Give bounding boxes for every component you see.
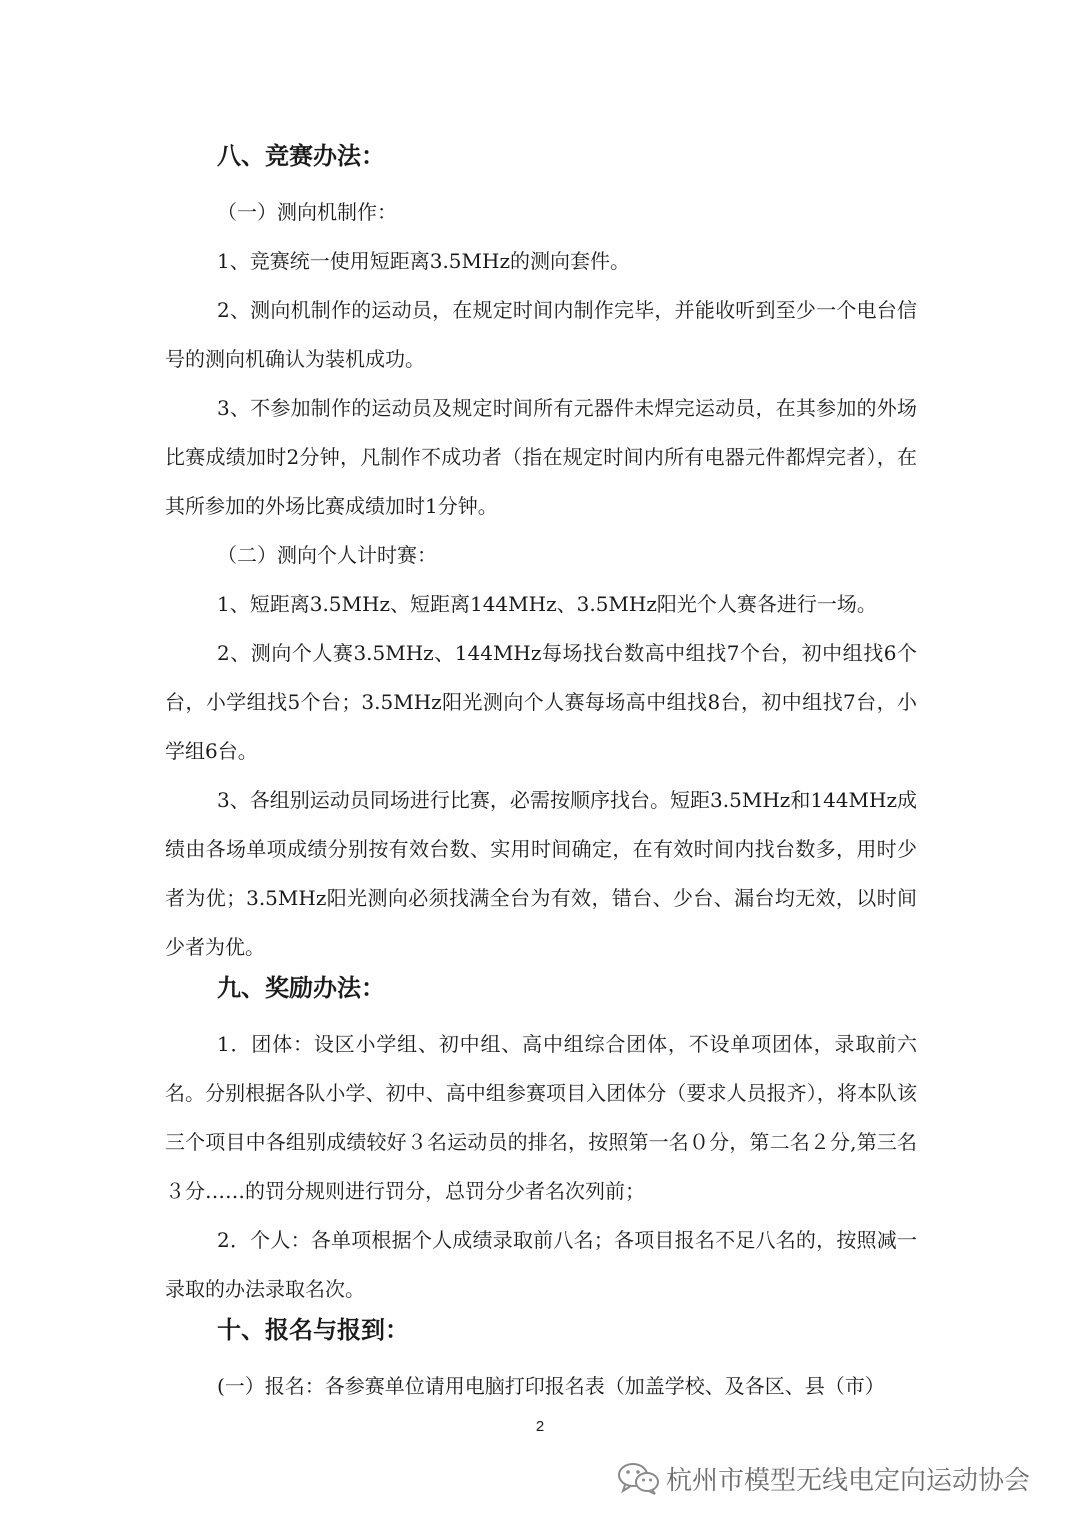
paragraph: 1．团体：设区小学组、初中组、高中组综合团体，不设单项团体，录取前六名。分别根据各队小学、初中、高中组参赛项目入团体分（要求人员报齐），将本队该三个项目中各组别成绩较好３名运动员的排名，按照第一名０分，第二名２分,第三名３分……的罚分规则进行罚分，总罚分少者名次列前； — [165, 1032, 917, 1203]
watermark-text: 杭州市模型无线电定向运动协会 — [666, 1465, 1031, 1496]
wechat-icon — [616, 1461, 660, 1495]
section-heading-8: 八、竞赛办法： — [217, 141, 385, 170]
paragraph: （一）测向机制作： — [217, 200, 397, 224]
section-heading-10: 十、报名与报到： — [217, 1315, 409, 1344]
paragraph: 2、测向机制作的运动员，在规定时间内制作完毕，并能收听到至少一个电台信号的测向机确认为装机成功。 — [165, 298, 917, 371]
paragraph: 2、测向个人赛3.5MHz、144MHz每场找台数高中组找7个台，初中组找6个台，小学组找5个台；3.5MHz阳光测向个人赛每场高中组找8台，初中组找7台，小学组6台。 — [165, 641, 917, 763]
paragraph: 1、竞赛统一使用短距离3.5MHz的测向套件。 — [217, 249, 630, 273]
paragraph: 1、短距离3.5MHz、短距离144MHz、3.5MHz阳光个人赛各进行一场。 — [217, 592, 877, 616]
page-number: 2 — [535, 1418, 545, 1435]
watermark — [616, 1458, 1030, 1498]
section-heading-9: 九、奖励办法： — [217, 973, 385, 1002]
document-body — [165, 140, 917, 1411]
paragraph: （二）测向个人计时赛： — [217, 543, 437, 567]
paragraph: 3、各组别运动员同场进行比赛，必需按顺序找台。短距3.5MHz和144MHz成绩由各场单项成绩分别按有效台数、实用时间确定，在有效时间内找台数多，用时少者为优；3.5MHz阳光测向必须找满全台为有效，错台、少台、漏台均无效，以时间少者为优。 — [165, 788, 917, 959]
paragraph: (一）报名：各参赛单位请用电脑打印报名表（加盖学校、及各区、县（市） — [217, 1374, 885, 1398]
paragraph: 3、不参加制作的运动员及规定时间所有元器件未焊完运动员，在其参加的外场比赛成绩加时2分钟，凡制作不成功者（指在规定时间内所有电器元件都焊完者），在其所参加的外场比赛成绩加时1分钟。 — [165, 396, 917, 518]
paragraph: 2．个人：各单项根据个人成绩录取前八名；各项目报名不足八名的，按照减一录取的办法录取名次。 — [165, 1228, 917, 1301]
